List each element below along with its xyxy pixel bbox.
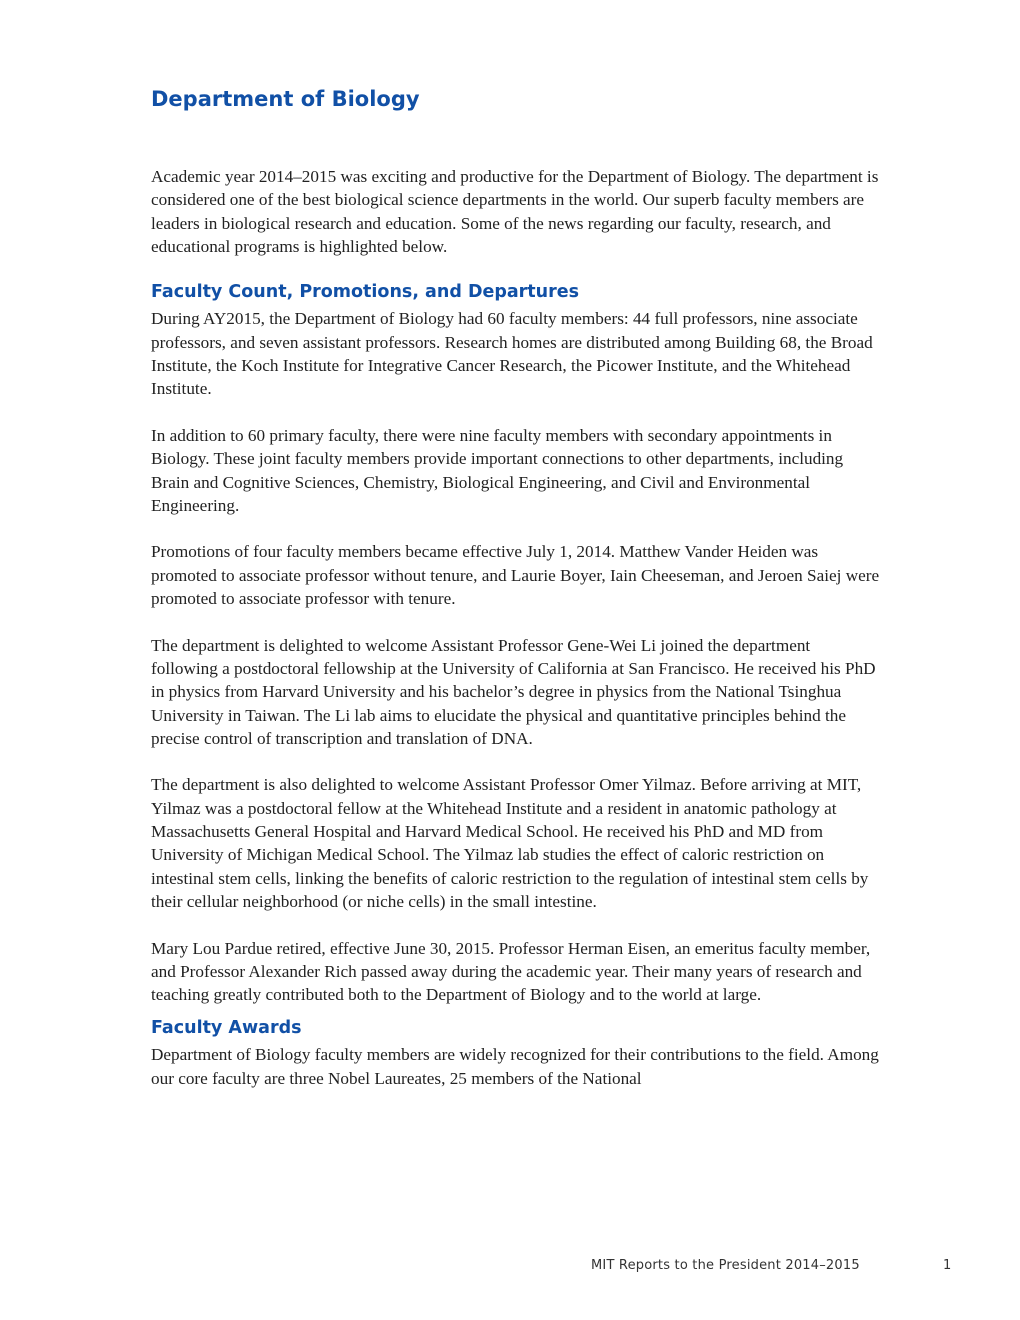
- promotions-paragraph: Promotions of four faculty members became effective July 1, 2014. Matthew Vander Heiden was promoted to associate professor without tenure, and Laurie Boyer, Iain Cheeseman, and Jeroen Saiej were promoted to associate professor with tenure.: [151, 542, 880, 609]
- intro-paragraph: Academic year 2014–2015 was exciting and productive for the Department of Biology. The department is considered one of the best biological science departments in the world. Our superb faculty members are leaders in biological research and education. Some of the news regarding our faculty, research, and educational programs is highlighted below.: [151, 167, 879, 256]
- secondary-appointments-paragraph: In addition to 60 primary faculty, there were nine faculty members with secondary appointments in Biology. These joint faculty members provide important connections to other departments, including Brain and Cognitive Sciences, Chemistry, Biological Engineering, and Civil and Environmental Engineering.: [151, 425, 844, 515]
- page-footer: [560, 1257, 955, 1277]
- section-heading-faculty-awards: Faculty Awards: [151, 1018, 302, 1039]
- gene-wei-li-paragraph: The department is delighted to welcome Assistant Professor Gene-Wei Li joined the department following a postdoctoral fellowship at the University of California at San Francisco. He received his PhD in physics from Harvard University and his bachelor’s degree in physics from the National Tsinghua University in Taiwan. The Li lab aims to elucidate the physical and quantitative principles behind the precise control of transcription and translation of DNA.: [151, 635, 876, 748]
- page-title: Department of Biology: [151, 87, 420, 111]
- section-faculty-awards: [151, 1017, 881, 1090]
- document-content: [151, 84, 881, 1090]
- section-faculty-count: [151, 281, 881, 1006]
- departures-paragraph: Mary Lou Pardue retired, effective June 30, 2015. Professor Herman Eisen, an emeritus faculty member, and Professor Alexander Rich passed away during the academic year. Their many years of research and teaching greatly contributed both to the Department of Biology and to the world at large.: [151, 938, 871, 1005]
- faculty-count-paragraph: During AY2015, the Department of Biology had 60 faculty members: 44 full professors, nine associate professors, and seven assistant professors. Research homes are distributed among Building 68, the Broad Institute, the Koch Institute for Integrative Cancer Research, the Picower Institute, and the Whitehead Institute.: [151, 309, 873, 399]
- page-number: 1: [943, 1258, 952, 1273]
- faculty-awards-paragraph: Department of Biology faculty members are widely recognized for their contributions to the field. Among our core faculty are three Nobel Laureates, 25 members of the National: [151, 1045, 879, 1088]
- section-heading-faculty-count: Faculty Count, Promotions, and Departures: [151, 282, 580, 303]
- omer-yilmaz-paragraph: The department is also delighted to welcome Assistant Professor Omer Yilmaz. Before arriving at MIT, Yilmaz was a postdoctoral fellow at the Whitehead Institute and a resident in anatomic pathology at Massachusetts General Hospital and Harvard Medical School. He received his PhD and MD from University of Michigan Medical School. The Yilmaz lab studies the effect of caloric restriction on intestinal stem cells, linking the benefits of caloric restriction to the regulation of intestinal stem cells by their cellular neighborhood (or niche cells) in the small intestine.: [151, 775, 869, 911]
- footer-report-title: MIT Reports to the President 2014–2015: [591, 1258, 860, 1273]
